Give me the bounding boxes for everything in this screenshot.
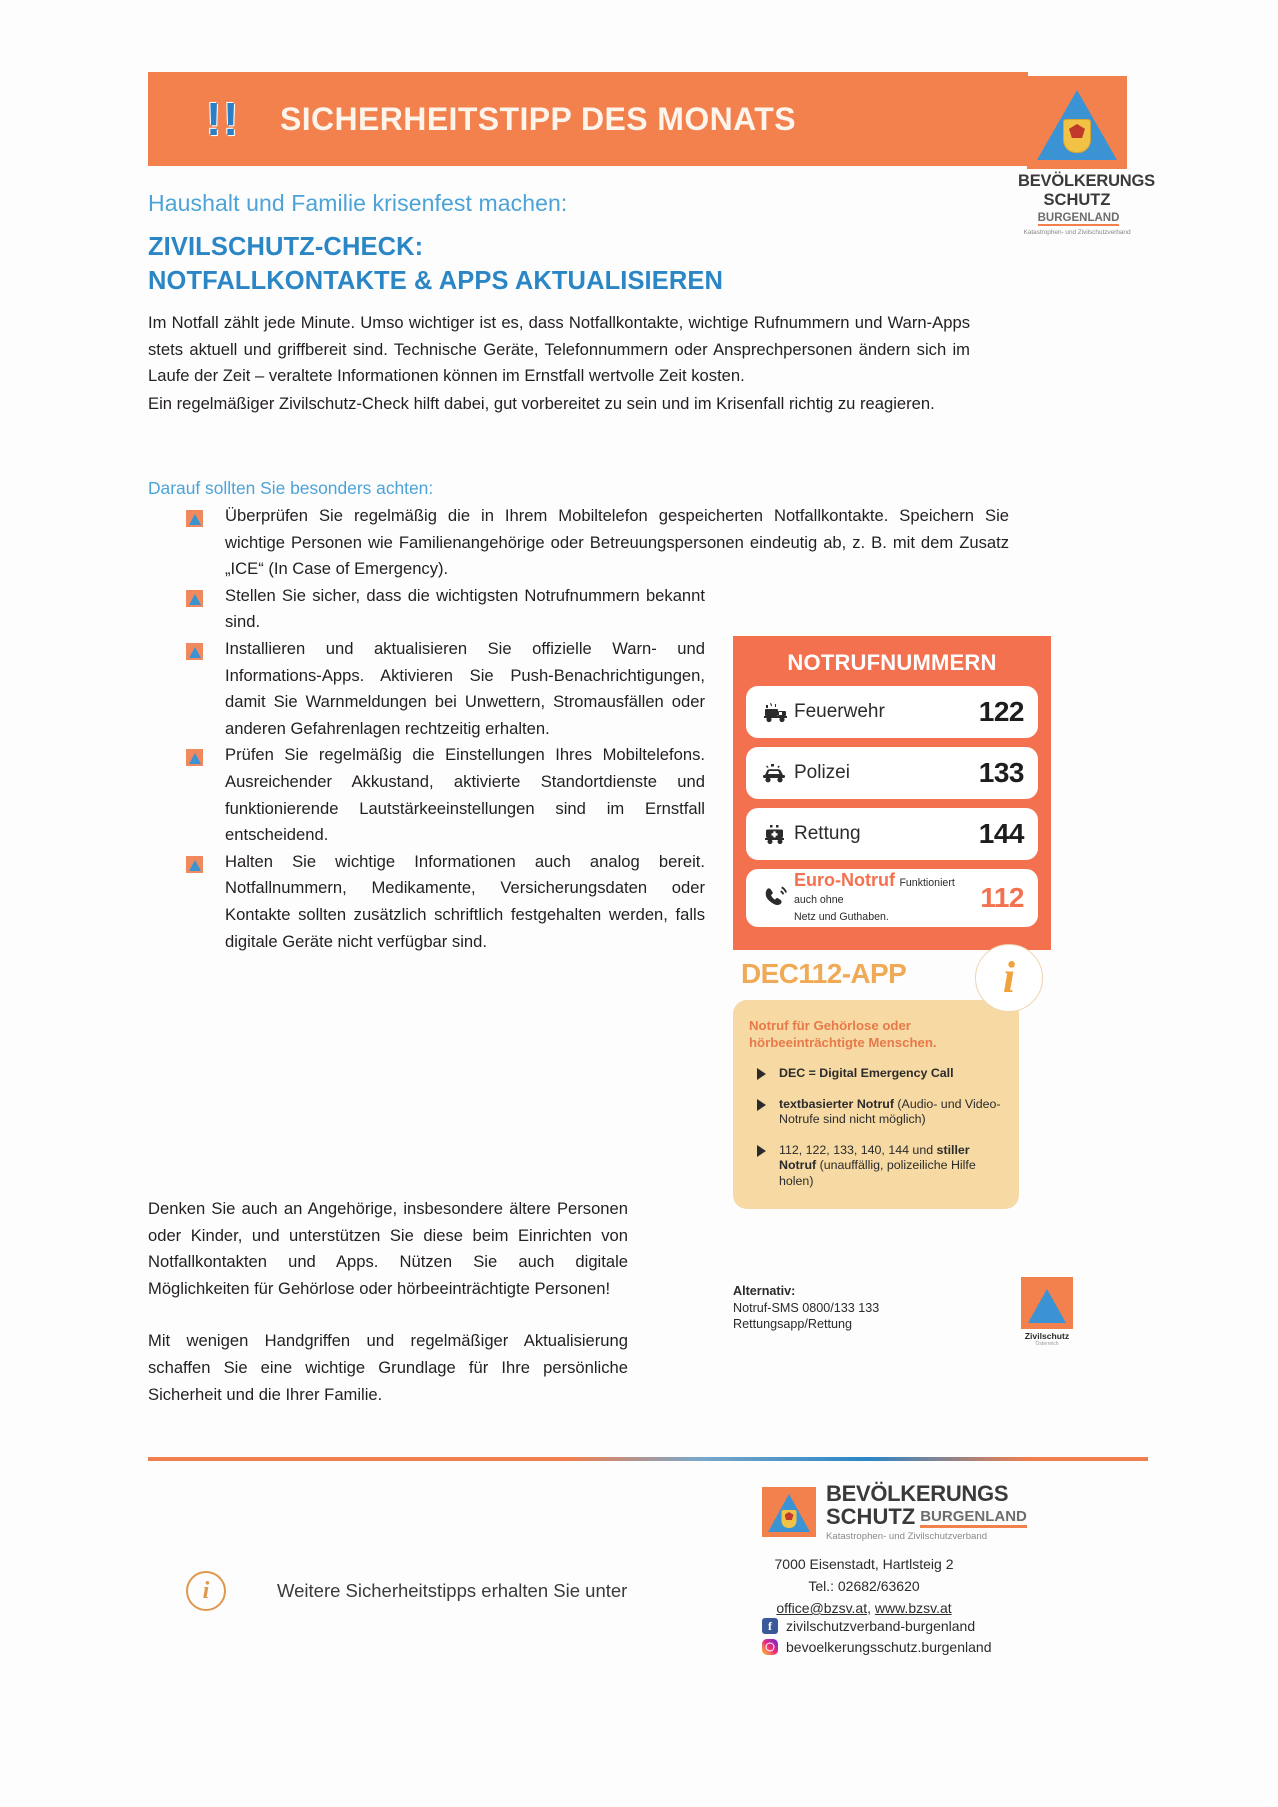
logo-line2-suffix: BURGENLAND	[1037, 212, 1120, 224]
footer-phone: Tel.: 02682/63620	[808, 1578, 920, 1594]
dec112-title: DEC112-APP	[741, 958, 907, 989]
emergency-row-feuerwehr	[746, 686, 1038, 738]
zivilschutz-logo-label: Zivilschutz	[1024, 1331, 1070, 1341]
dec112-item-bold: textbasierter Notruf	[779, 1096, 894, 1111]
burgenland-crest-icon	[782, 1510, 797, 1528]
bevoelkerungsschutz-logo-mark	[762, 1487, 816, 1537]
list-item	[749, 1066, 1003, 1082]
list-item	[186, 503, 1009, 583]
attention-heading: Darauf sollten Sie besonders achten:	[148, 478, 434, 498]
zivilschutz-logo-sub: Österreich	[1035, 1341, 1059, 1347]
police-car-icon	[758, 762, 794, 784]
emergency-numbers-title: NOTRUFNUMMERN	[787, 650, 997, 675]
dec112-item-bold: DEC = Digital Emergency Call	[779, 1066, 954, 1080]
euro-notruf-sub-line2: Netz und Guthaben.	[794, 910, 889, 923]
alternativ-line2: Rettungsapp/Rettung	[733, 1317, 853, 1331]
emergency-row-rettung	[746, 808, 1038, 860]
list-item	[186, 583, 705, 636]
triangle-bullet-icon	[186, 749, 203, 766]
facebook-handle: zivilschutzverband-burgenland	[786, 1618, 976, 1634]
page-title-line1: ZIVILSCHUTZ-CHECK:	[148, 233, 424, 261]
facebook-icon: f	[762, 1618, 778, 1634]
list-item	[749, 1097, 1003, 1128]
dec112-item-rest: (Audio- und Video-Notrufe sind nicht möglich)	[779, 1096, 1001, 1126]
footer-social	[762, 1618, 991, 1660]
emergency-numbers-box	[733, 636, 1051, 950]
info-circle-icon: i	[186, 1571, 226, 1611]
info-circle-icon: i	[975, 944, 1043, 1012]
dec112-lead-line1: Notruf für Gehörlose oder	[749, 1018, 911, 1033]
intro-paragraph-2: Ein regelmäßiger Zivilschutz-Check hilft dabei, gut vorbereitet zu sein und im Krisenfall richtig zu reagieren.	[148, 393, 935, 413]
footer-logo-line3: Katastrophen- und Zivilschutzverband	[826, 1531, 988, 1542]
list-item	[186, 849, 705, 955]
intro-paragraphs	[148, 310, 970, 417]
arrow-right-icon	[757, 1068, 766, 1080]
emergency-row-polizei	[746, 747, 1038, 799]
triangle-bullet-icon	[186, 510, 203, 527]
dec112-lead-line2: hörbeeinträchtigte Menschen.	[749, 1034, 937, 1050]
header-banner	[148, 72, 1028, 166]
instagram-row[interactable]	[762, 1639, 991, 1655]
list-item	[186, 742, 705, 848]
list-item-text: Prüfen Sie regelmäßig die Einstellungen Ihres Mobiltelefons. Ausreichender Akkustand, aktivierte Standortdienste und funktionierende Lautstärkeeinstellungen sind im Ernstfall entscheidend.	[225, 745, 705, 845]
phone-ringing-icon	[758, 885, 794, 911]
dec112-item-rest: (unauffällig, polizeiliche Hilfe holen)	[779, 1158, 976, 1188]
dec112-app-section	[733, 953, 1051, 1209]
closing-paragraph-1: Denken Sie auch an Angehörige, insbesondere ältere Personen oder Kinder, und unterstützen Sie diese beim Einrichten von Notfallkontakten und Apps. Nützen Sie auch digitale Möglichkeiten für Gehörlose oder hörbeeinträchtigte Personen!	[148, 1199, 628, 1298]
header-logo	[1018, 76, 1155, 236]
logo-line2: SCHUTZ	[1043, 191, 1111, 209]
kicker-text: Haushalt und Familie krisenfest machen:	[148, 190, 568, 216]
banner-title: SICHERHEITSTIPP DES MONATS	[280, 100, 796, 137]
intro-paragraph-1: Im Notfall zählt jede Minute. Umso wichtiger ist es, dass Notfallkontakte, wichtige Rufnummern und Warn-Apps stets aktuell und griffbereit sind. Technische Geräte, Telefonnummern oder Ansprechpersonen ändern sich im Laufe der Zeit – veraltete Informationen können im Ernstfall wertvolle Zeit kosten.	[148, 313, 970, 385]
double-exclamation-icon: ! !	[206, 93, 239, 145]
dec112-item-pre: 112, 122, 133, 140, 144 und	[779, 1142, 937, 1157]
triangle-bullet-icon	[186, 856, 203, 873]
footer-logo-line1: BEVÖLKERUNGS	[826, 1481, 1009, 1506]
logo-line1: BEVÖLKERUNGS	[1018, 172, 1155, 190]
page-title-line2: NOTFALLKONTAKTE & APPS AKTUALISIEREN	[148, 267, 723, 295]
alternativ-line1: Notruf-SMS 0800/133 133	[733, 1300, 880, 1315]
emergency-label: Feuerwehr	[794, 701, 885, 722]
zivilschutz-logo	[1018, 1277, 1076, 1347]
footer-logo	[762, 1482, 1027, 1542]
triangle-bullet-icon	[186, 643, 203, 660]
instagram-handle: bevoelkerungsschutz.burgenland	[786, 1639, 992, 1655]
arrow-right-icon	[757, 1145, 766, 1157]
emergency-number: 122	[978, 696, 1024, 727]
footer-logo-line2: SCHUTZ	[826, 1504, 916, 1529]
list-item-text: Halten Sie wichtige Informationen auch analog bereit. Notfallnummern, Medikamente, Versicherungsdaten oder Kontakte sollten zusätzlich schriftlich festgehalten werden, falls digitale Geräte nicht verfügbar sind.	[225, 851, 705, 951]
facebook-row[interactable]	[762, 1618, 991, 1634]
list-item-text: Stellen Sie sicher, dass die wichtigsten Notrufnummern bekannt sind.	[225, 585, 705, 632]
footer-address: 7000 Eisenstadt, Hartlsteig 2	[774, 1556, 954, 1572]
list-item	[186, 636, 705, 742]
footer-contact: 7000 Eisenstadt, Hartlsteig 2 Tel.: 02682/63620 office@bzsv.at, www.bzsv.at	[684, 1553, 1044, 1619]
logo-line3: Katastrophen- und Zivilschutzverband	[1023, 229, 1131, 236]
emergency-label: Polizei	[794, 762, 850, 783]
footer-logo-line2-suffix: BURGENLAND	[920, 1508, 1027, 1528]
euro-notruf-label: Euro-Notruf	[794, 870, 895, 891]
triangle-bullet-icon	[186, 590, 203, 607]
zivilschutz-logo-mark	[1021, 1277, 1073, 1329]
dec112-list	[749, 1066, 1003, 1189]
footer-email-link[interactable]: office@bzsv.at	[776, 1600, 868, 1616]
list-item-text: Überprüfen Sie regelmäßig die in Ihrem Mobiltelefon gespeicherten Notfallkontakte. Speichern Sie wichtige Personen wie Familienangehörige oder Betreuungspersonen eindeutig ab, z. B. mit dem Zusatz „ICE“ (In Case of Emergency).	[225, 506, 1009, 579]
fire-truck-icon	[758, 701, 794, 723]
instagram-icon	[762, 1639, 778, 1655]
alternativ-title: Alternativ:	[733, 1284, 796, 1298]
emergency-label: Rettung	[794, 823, 861, 844]
burgenland-crest-icon	[1063, 119, 1091, 153]
alternativ-block	[733, 1283, 963, 1333]
euro-notruf-number: 112	[980, 882, 1024, 913]
arrow-right-icon	[757, 1099, 766, 1111]
footer-divider	[148, 1457, 1148, 1461]
closing-paragraphs	[148, 1196, 628, 1408]
list-item	[749, 1143, 1003, 1190]
emergency-number: 133	[978, 757, 1024, 788]
footer-web-link[interactable]: www.bzsv.at	[874, 1600, 952, 1616]
euro-notruf-text	[794, 871, 980, 924]
ambulance-icon	[758, 823, 794, 845]
list-item-text: Installieren und aktualisieren Sie offizielle Warn- und Informations-Apps. Aktivieren Sie Push-Benachrichtigungen, damit Sie Warnmeldungen bei Unwettern, Stromausfällen oder anderen Gefahrenlagen rechtzeitig erhalten.	[225, 638, 705, 738]
euro-notruf-sub-line1: Funktioniert auch ohne	[794, 877, 955, 907]
footer-logo-wordmark	[826, 1482, 1027, 1542]
emergency-number: 144	[978, 818, 1024, 849]
dec112-item-bold: stiller Notruf	[779, 1142, 970, 1172]
emergency-row-euro-notruf	[746, 869, 1038, 927]
dec112-lead	[749, 1018, 1003, 1051]
bevoelkerungsschutz-logo-mark	[1027, 76, 1127, 169]
closing-paragraph-2: Mit wenigen Handgriffen und regelmäßiger Aktualisierung schaffen Sie eine wichtige Grundlage für Ihre persönliche Sicherheit und die Ihrer Familie.	[148, 1331, 628, 1404]
dec112-card	[733, 1000, 1019, 1209]
footer-cta-text: Weitere Sicherheitstipps erhalten Sie unter	[277, 1580, 628, 1601]
